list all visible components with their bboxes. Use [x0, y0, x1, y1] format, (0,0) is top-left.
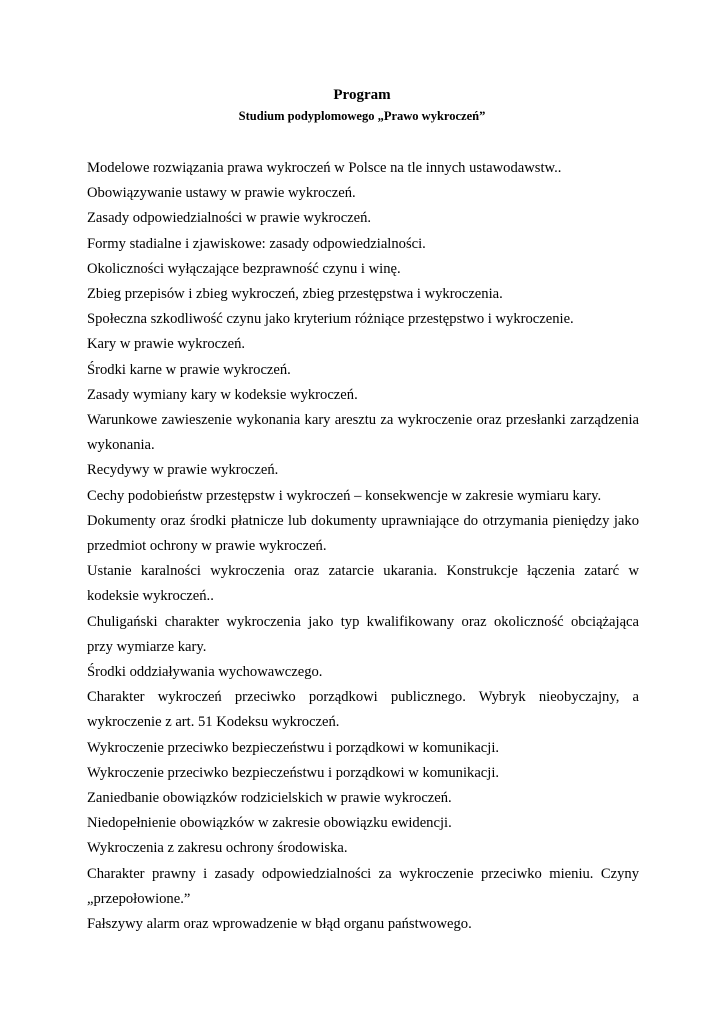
topic-item: Zbieg przepisów i zbieg wykroczeń, zbieg przestępstwa i wykroczenia. [87, 286, 503, 303]
topic-item: Warunkowe zawieszenie wykonania kary aresztu za wykroczenie oraz przesłanki zarządzenia wykonania. [87, 412, 639, 454]
topic-item: Wykroczenia z zakresu ochrony środowiska. [87, 840, 348, 857]
topic-item: Charakter prawny i zasady odpowiedzialności za wykroczenie przeciwko mieniu. Czyny „przepołowione.” [87, 865, 639, 907]
topic-item: Wykroczenie przeciwko bezpieczeństwu i porządkowi w komunikacji. [87, 739, 500, 756]
topic-item: Okoliczności wyłączające bezprawność czynu i winę. [87, 260, 401, 277]
topic-item: Kary w prawie wykroczeń. [87, 336, 246, 353]
topic-item: Obowiązywanie ustawy w prawie wykroczeń. [87, 185, 356, 202]
topic-item: Zasady wymiany kary w kodeksie wykroczeń. [87, 386, 358, 403]
topic-item: Społeczna szkodliwość czynu jako kryterium różniące przestępstwo i wykroczenie. [87, 311, 574, 328]
topic-item: Środki oddziaływania wychowawczego. [87, 664, 323, 681]
program-topic-list [87, 156, 639, 937]
topic-item: Fałszywy alarm oraz wprowadzenie w błąd organu państwowego. [87, 916, 472, 933]
topic-item: Modelowe rozwiązania prawa wykroczeń w Polsce na tle innych ustawodawstw.. [87, 160, 562, 176]
topic-item: Niedopełnienie obowiązków w zakresie obowiązku ewidencji. [87, 815, 452, 832]
topic-item: Recydywy w prawie wykroczeń. [87, 462, 279, 479]
topic-item: Zaniedbanie obowiązków rodzicielskich w prawie wykroczeń. [87, 790, 452, 807]
document-subtitle: Studium podyplomowego „Prawo wykroczeń” [238, 109, 486, 123]
topic-item: Charakter wykroczeń przeciwko porządkowi publicznego. Wybryk nieobyczajny, a wykroczenie z art. 51 Kodeksu wykroczeń. [87, 689, 639, 731]
topic-item: Cechy podobieństw przestępstw i wykroczeń – konsekwencje w zakresie wymiaru kary. [87, 487, 602, 504]
topic-item: Dokumenty oraz środki płatnicze lub dokumenty uprawniające do otrzymania pieniędzy jako przedmiot ochrony w prawie wykroczeń. [87, 512, 639, 555]
topic-item: Wykroczenie przeciwko bezpieczeństwu i porządkowi w komunikacji. [87, 764, 500, 781]
topic-item: Ustanie karalności wykroczenia oraz zatarcie ukarania. Konstrukcje łączenia zatarć w kodeksie wykroczeń.. [87, 563, 639, 605]
topic-item: Formy stadialne i zjawiskowe: zasady odpowiedzialności. [87, 235, 426, 252]
document-title: Program [333, 87, 391, 103]
topic-item: Zasady odpowiedzialności w prawie wykroczeń. [87, 210, 372, 227]
topic-item: Środki karne w prawie wykroczeń. [87, 361, 291, 378]
topic-item: Chuligański charakter wykroczenia jako typ kwalifikowany oraz okoliczność obciążająca przy wymiarze kary. [87, 613, 639, 655]
